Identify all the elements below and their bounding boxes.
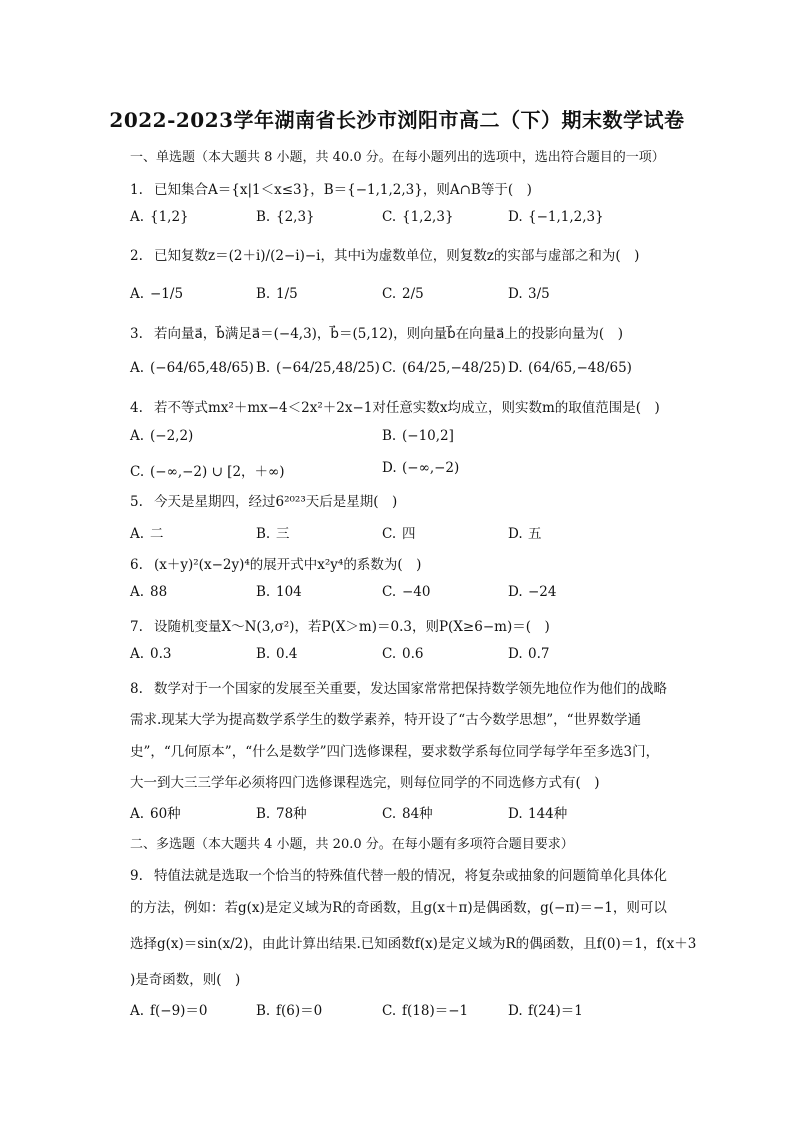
question-8-line-2: 需求.现某大学为提高数学系学生的数学素养，特开设了“古今数学思想”，“世界数学通: [130, 712, 641, 728]
question-9-line-4: )是奇函数，则( ): [130, 972, 241, 988]
question-9-line-3: 选择g(x)＝sin(x/2)，由此计算出结果.已知函数f(x)是定义域为R的偶函数，且f(0)＝1，f(x＋3: [130, 936, 697, 952]
question-6: 6. (x＋y)²(x−2y)⁴的展开式中x²y⁴的系数为( ): [130, 557, 422, 573]
question-2: 2. 已知复数z＝(2＋i)/(2−i)−i，其中i为虚数单位，则复数z的实部与虚部之和为( ): [130, 248, 640, 264]
question-7: 7. 设随机变量X～N(3,σ²)，若P(X＞m)＝0.3，则P(X≥6−m)＝( ): [130, 619, 550, 635]
question-9-line-2: 的方法，例如：若g(x)是定义域为R的奇函数，且g(x＋π)是偶函数，g(−π)＝−1，则可以: [130, 900, 667, 916]
question-8-line-4: 大一到大三三学年必须将四门选修课程选完，则每位同学的不同选修方式有( ): [130, 775, 600, 791]
section-heading-multiple-choice: 二、多选题（本大题共 4 小题，共 20.0 分。在每小题有多项符合题目要求）: [130, 837, 574, 852]
question-4: 4. 若不等式mx²＋mx−4＜2x²＋2x−1对任意实数x均成立，则实数m的取值范围是( ): [130, 400, 660, 416]
section-heading-single-choice: 一、单选题（本大题共 8 小题，共 40.0 分。在每小题列出的选项中，选出符合题目的一项）: [130, 150, 665, 165]
exam-page: 2022-2023学年湖南省长沙市浏阳市高二（下）期末数学试卷 一、单选题（本大题共 8 小题，共 40.0 分。在每小题列出的选项中，选出符合题目的一项） 1. 已知集合A＝{x|1＜x≤3}，B＝{−1,1,2,3}，则A∩B等于( ) A. {1,2} B. {2,3} C. {1,2,3} D. {−1,1,2,3} 2. 已知复数z＝(2＋i)/(2−i)−i，其中i为虚数单位，则复数z的实部与虚部之和为( ) A. −1/5 B. 1/5 C. 2/5 D. 3/5 3. 若向量a⃗，b⃗满足a⃗＝(−4,3)，b⃗＝(5,12)，则向量b⃗在向量a⃗上的投影向量为( ) A. (−64/65,48/65) B. (−64/25,48/25) C. (64/25,−48/25) D. (64/65,−48/65) 4. 若不等式mx²＋mx−4＜2x²＋2x−1对任意实数x均成立，则实数m的取值范围是( ) A. (−2,2) B. (−10,2] C. (−∞,−2) ∪ [2，＋∞) D. (−∞,−2) 5. 今天是星期四，经过6²⁰²³天后是星期( ) A. 二 B. 三 C. 四 D. 五 6. (x＋y)²(x−2y)⁴的展开式中x²y⁴的系数为( ) A. 88 B. 104 C. −40 D. −24 7. 设随机变量X～N(3,σ²)，若P(X＞m)＝0.3，则P(X≥6−m)＝( ) A. 0.3 B. 0.4 C. 0.6 D. 0.7 8. 数学对于一个国家的发展至关重要，发达国家常常把保持数学领先地位作为他们的战略 需求.现某大学为提高数学系学生的数学素养，特开设了“古今数学思想”，“世界数学通 史”，“几何原本”，“什么是数学”四门选修课程，要求数学系每位同学每学年至多选3门， 大一到大三三学年必须将四门选修课程选完，则每位同学的不同选修方式有( ) A. 60种 B. 78种 C. 84种 D. 144种 二、多选题（本大题共 4 小题，共 20.0 分。在每小题有多项符合题目要求） 9. 特值法就是选取一个恰当的特殊值代替一般的情况，将复杂或抽象的问题简单化具体化 的方法，例如：若g(x)是定义域为R的奇函数，且g(x＋π)是偶函数，g(−π)＝−1，则可以 选择g(x)＝sin(x/2)，由此计算出结果.已知函数f(x)是定义域为R的偶函数，且f(0)＝1，f(x＋3 )是奇函数，则( ) A. f(−9)＝0 B. f(6)＝0 C. f(18)＝−1 D. f(24)＝1: [0, 0, 794, 1123]
question-8-line-3: 史”，“几何原本”，“什么是数学”四门选修课程，要求数学系每位同学每学年至多选3门，: [130, 744, 660, 760]
question-5: 5. 今天是星期四，经过6²⁰²³天后是星期( ): [130, 494, 398, 510]
question-9-line-1: 9. 特值法就是选取一个恰当的特殊值代替一般的情况，将复杂或抽象的问题简单化具体化: [130, 868, 667, 884]
question-8-line-1: 8. 数学对于一个国家的发展至关重要，发达国家常常把保持数学领先地位作为他们的战略: [130, 681, 667, 697]
question-1: 1. 已知集合A＝{x|1＜x≤3}，B＝{−1,1,2,3}，则A∩B等于( ): [130, 182, 532, 198]
question-3: 3. 若向量a⃗，b⃗满足a⃗＝(−4,3)，b⃗＝(5,12)，则向量b⃗在向量a⃗上的投影向量为( ): [130, 326, 623, 342]
page-title: 2022-2023学年湖南省长沙市浏阳市高二（下）期末数学试卷: [109, 108, 685, 132]
